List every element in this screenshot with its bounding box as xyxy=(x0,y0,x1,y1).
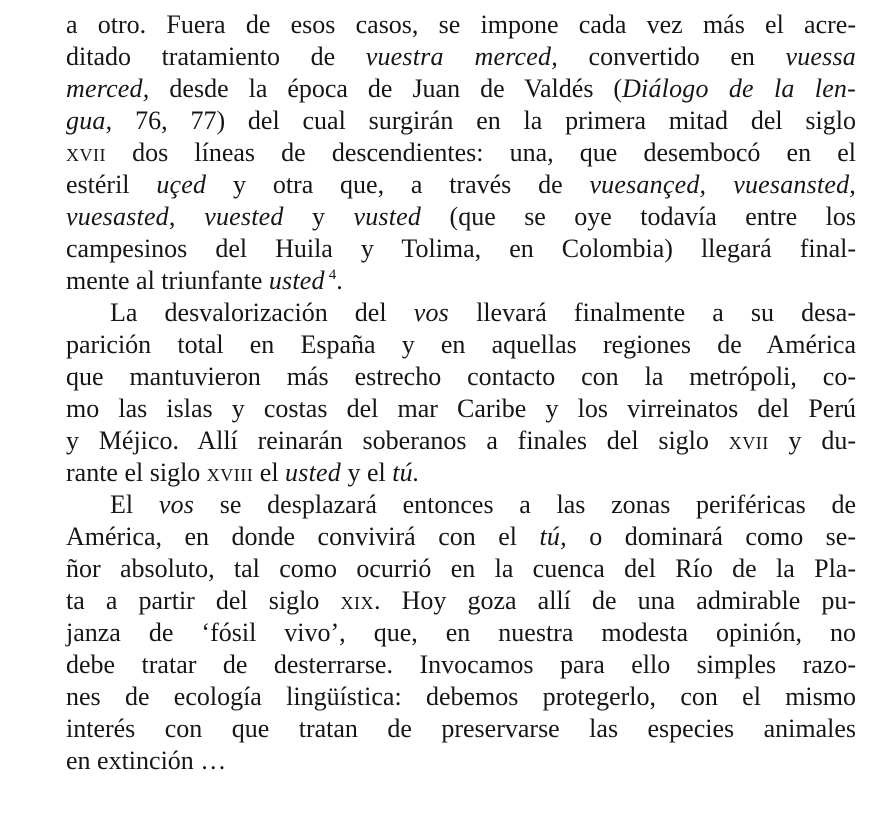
text-line xyxy=(66,105,856,137)
body-text: rante el siglo xyxy=(66,458,207,487)
body-text: llevará finalmente a su desa- xyxy=(448,298,856,327)
italic-text: vuesasted, vuested xyxy=(66,202,284,231)
body-text: y el xyxy=(340,458,393,487)
text-line xyxy=(66,553,856,585)
paragraph xyxy=(66,9,856,297)
body-text: el xyxy=(253,458,286,487)
text-line xyxy=(66,745,856,777)
text-line xyxy=(66,393,856,425)
body-text: debe tratar de desterrarse. Invocamos para ello simples razo- xyxy=(66,650,856,679)
body-text: América, en donde convivirá con el xyxy=(66,522,540,551)
text-line xyxy=(66,297,856,329)
small-caps-numeral: xvii xyxy=(728,426,769,455)
italic-text: Diálogo de la len- xyxy=(622,74,856,103)
text-line xyxy=(66,329,856,361)
text-line xyxy=(66,649,856,681)
text-line xyxy=(66,489,856,521)
body-text: se desplazará entonces a las zonas periféricas de xyxy=(194,490,856,519)
body-text: . Hoy goza allí de una admirable pu- xyxy=(373,586,856,615)
body-text: interés con que tratan de preservarse las especies animales xyxy=(66,714,856,743)
body-text: campesinos del Huila y Tolima, en Colombia) llegará final- xyxy=(66,234,856,263)
body-text: La desvalorización del xyxy=(110,298,414,327)
small-caps-numeral: xix xyxy=(340,586,374,615)
text-line xyxy=(66,137,856,169)
body-text: ñor absoluto, tal como ocurrió en la cuenca del Río de la Pla- xyxy=(66,554,856,583)
italic-text: vuessa xyxy=(785,42,856,71)
text-line xyxy=(66,361,856,393)
body-text: dos líneas de descendientes: una, que desembocó en el xyxy=(106,138,856,167)
body-text: convertido en xyxy=(557,42,786,71)
body-text: desde la época de Juan de Valdés ( xyxy=(149,74,623,103)
body-text: ta a partir del siglo xyxy=(66,586,341,615)
body-text: janza de ‘fósil vivo’, que, en nuestra modesta opinión, no xyxy=(66,618,856,647)
small-caps-numeral: xvii xyxy=(66,138,106,167)
text-line xyxy=(66,201,856,233)
body-text: en extinción … xyxy=(66,746,227,775)
italic-text: vos xyxy=(413,298,449,327)
body-text: ditado tratamiento de xyxy=(66,42,366,71)
text-block xyxy=(66,9,856,777)
italic-text: vos xyxy=(158,490,195,519)
text-line xyxy=(66,681,856,713)
text-line xyxy=(66,457,856,489)
italic-text: uçed xyxy=(156,170,207,199)
body-text: o dominará como se- xyxy=(566,522,856,551)
body-text: y Méjico. Allí reinarán soberanos a finales del siglo xyxy=(66,426,729,455)
body-text: y du- xyxy=(768,426,856,455)
body-text: y otra que, a través de xyxy=(206,170,590,199)
small-caps-numeral: xviii xyxy=(206,458,254,487)
italic-text: usted xyxy=(285,458,341,487)
body-text: . xyxy=(336,266,343,295)
text-line xyxy=(66,265,856,297)
body-text: (que se oye todavía entre los xyxy=(421,202,856,231)
text-line xyxy=(66,9,856,41)
text-line xyxy=(66,713,856,745)
paragraph xyxy=(66,489,856,777)
italic-text: vuesançed, vuesansted, xyxy=(589,170,856,199)
body-text: estéril xyxy=(66,170,157,199)
body-text: y xyxy=(283,202,354,231)
body-text: mente al triunfante xyxy=(66,266,269,295)
text-line xyxy=(66,233,856,265)
text-line xyxy=(66,169,856,201)
body-text: nes de ecología lingüística: debemos protegerlo, con el mismo xyxy=(66,682,856,711)
paragraph xyxy=(66,297,856,489)
italic-text: gua, xyxy=(66,106,113,135)
text-line xyxy=(66,73,856,105)
italic-text: tú, xyxy=(539,522,567,551)
text-line xyxy=(66,585,856,617)
body-text: El xyxy=(110,490,159,519)
text-line xyxy=(66,617,856,649)
body-text: que mantuvieron más estrecho contacto con la metrópoli, co- xyxy=(66,362,856,391)
footnote-marker: 4 xyxy=(328,267,337,284)
body-text: parición total en España y en aquellas regiones de América xyxy=(66,330,856,359)
italic-text: merced, xyxy=(66,74,150,103)
body-text: 76, 77) del cual surgirán en la primera mitad del siglo xyxy=(112,106,856,135)
body-text: a otro. Fuera de esos casos, se impone cada vez más el acre- xyxy=(66,10,856,39)
italic-text: tú. xyxy=(392,458,420,487)
text-line xyxy=(66,41,856,73)
italic-text: usted xyxy=(268,266,325,295)
italic-text: vuestra merced, xyxy=(365,42,558,71)
body-text: mo las islas y costas del mar Caribe y los virreinatos del Perú xyxy=(66,394,856,423)
text-line xyxy=(66,521,856,553)
text-line xyxy=(66,425,856,457)
italic-text: vusted xyxy=(353,202,422,231)
